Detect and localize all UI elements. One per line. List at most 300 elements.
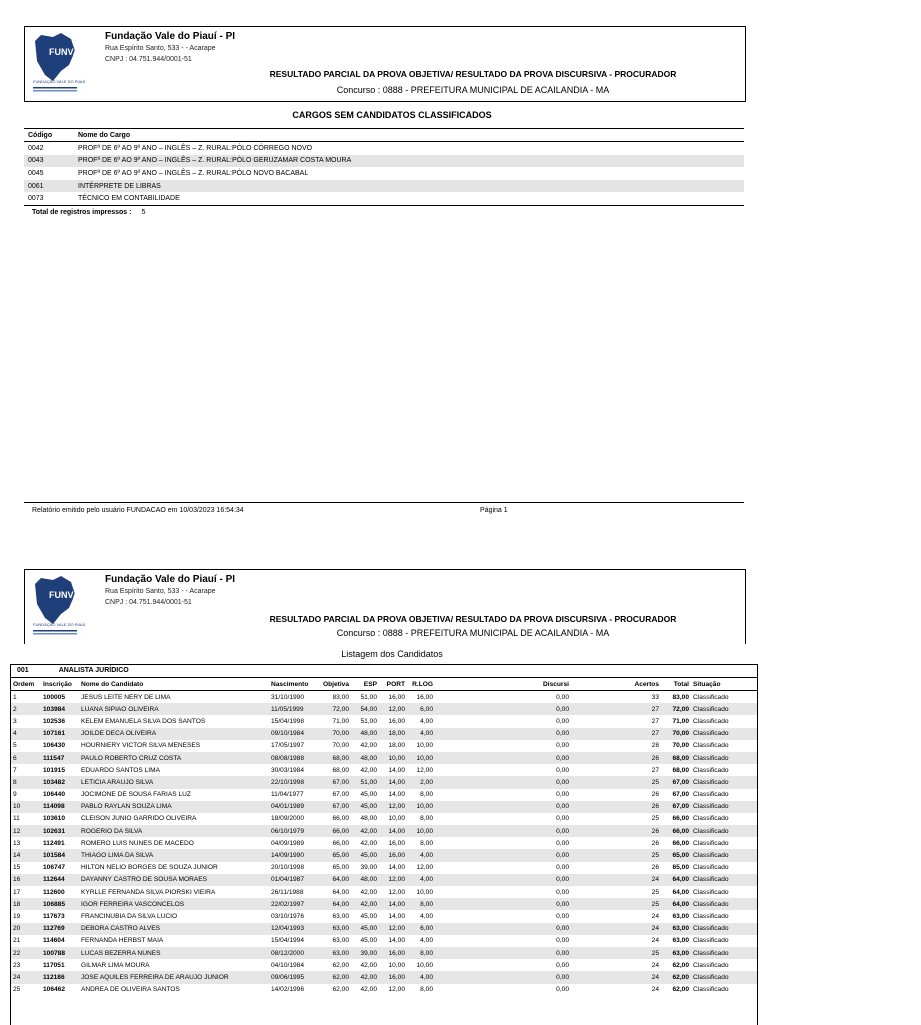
report-title: RESULTADO PARCIAL DA PROVA OBJETIVA/ RESULTADO DA PROVA DISCURSIVA - PROCURADOR xyxy=(269,69,677,79)
ordem-cell: 24 xyxy=(11,971,41,983)
candidates-box xyxy=(10,664,758,1025)
discursi-cell: 0,00 xyxy=(435,703,571,715)
port-cell: 16,00 xyxy=(388,717,405,725)
nascimento-cell: 15/04/1994 xyxy=(271,937,305,945)
total-cell: 64,00 xyxy=(661,898,691,910)
esp-cell: 45,00 xyxy=(360,791,377,799)
acertos-cell: 24 xyxy=(651,961,659,969)
org-address: Rua Espírito Santo, 533 - - Acarape xyxy=(105,588,216,595)
port-cell: 16,00 xyxy=(388,839,405,847)
cargo-code: 001 xyxy=(17,667,29,674)
discursi-cell: 0,00 xyxy=(435,923,571,935)
ordem-cell: 8 xyxy=(11,776,41,788)
nascimento-cell: 26/11/1988 xyxy=(271,888,304,896)
rlog-cell: 12,00 xyxy=(416,864,433,872)
rlog-cell: 4,00 xyxy=(420,937,433,945)
col-nascimento: Nascimento xyxy=(269,678,321,691)
acertos-cell: 28 xyxy=(651,742,659,750)
table-row xyxy=(11,874,757,886)
situacao-cell: Classificado xyxy=(691,752,757,764)
inscricao-cell: 117673 xyxy=(43,912,65,920)
acertos-cell: 25 xyxy=(571,849,661,861)
table-row xyxy=(11,801,757,813)
svg-text:FUNDAÇÃO VALE DO PIAUÍ: FUNDAÇÃO VALE DO PIAUÍ xyxy=(33,622,86,627)
acertos-cell: 25 xyxy=(571,898,661,910)
total-cell: 72,00 xyxy=(661,703,691,715)
esp-cell: 45,00 xyxy=(360,912,377,920)
org-cnpj: CNPJ : 04.751.944/0001-51 xyxy=(105,599,192,606)
esp-cell: 45,00 xyxy=(351,801,379,813)
objetiva-cell: 71,00 xyxy=(332,717,349,725)
nome-cell: FRANCINUBIA DA SILVA LUCIO xyxy=(81,912,178,920)
acertos-cell: 27 xyxy=(571,703,661,715)
rlog-cell: 8,00 xyxy=(407,898,435,910)
objetiva-cell: 66,00 xyxy=(332,839,349,847)
total-registros: Total de registros impressos : 5 xyxy=(32,209,146,216)
total-cell: 64,00 xyxy=(661,874,691,886)
discursi-cell: 0,00 xyxy=(435,728,571,740)
total-cell: 63,00 xyxy=(661,923,691,935)
port-cell: 14,00 xyxy=(379,825,407,837)
rlog-cell: 2,00 xyxy=(407,776,435,788)
concurso-label: Concurso : 0888 - PREFEITURA MUNICIPAL DE ACAILANDIA - MA xyxy=(336,85,610,95)
nome-cell: LETICIA ARAUJO SILVA xyxy=(79,776,269,788)
inscricao-cell: 107161 xyxy=(41,728,79,740)
report-title: RESULTADO PARCIAL DA PROVA OBJETIVA/ RESULTADO DA PROVA DISCURSIVA - PROCURADOR xyxy=(269,614,677,624)
total-cell: 66,00 xyxy=(672,839,689,847)
total-cell: 66,00 xyxy=(672,815,689,823)
esp-cell: 48,00 xyxy=(351,752,379,764)
cargo-cell: TÉCNICO EM CONTABILIDADE xyxy=(74,192,744,205)
rlog-cell: 6,00 xyxy=(407,923,435,935)
table-row xyxy=(11,703,757,715)
situacao-cell: Classificado xyxy=(693,791,729,799)
ordem-cell: 20 xyxy=(11,923,41,935)
situacao-cell: Classificado xyxy=(691,971,757,983)
concurso-label: Concurso : 0888 - PREFEITURA MUNICIPAL DE ACAILANDIA - MA xyxy=(336,628,610,638)
codigo-cell: 0042 xyxy=(28,144,44,152)
esp-cell: 42,00 xyxy=(360,742,377,750)
nome-cell: LUCAS BEZERRA NUNES xyxy=(79,947,269,959)
rlog-cell: 10,00 xyxy=(407,825,435,837)
nascimento-cell: 08/12/2000 xyxy=(269,947,321,959)
port-cell: 18,00 xyxy=(388,742,405,750)
total-cell: 62,00 xyxy=(672,986,689,994)
port-cell: 16,00 xyxy=(379,971,407,983)
esp-cell: 39,00 xyxy=(360,864,377,872)
table-row xyxy=(11,752,757,764)
nascimento-cell: 15/04/1998 xyxy=(271,717,305,725)
org-name: Fundação Vale do Piauí - PI xyxy=(105,574,236,585)
col-esp: ESP xyxy=(351,678,379,691)
objetiva-cell: 72,00 xyxy=(321,703,351,715)
discursi-cell: 0,00 xyxy=(556,815,569,823)
listing-title: Listagem dos Candidatos xyxy=(341,649,443,659)
nome-cell: CLEISON JUNIO GARRIDO OLIVEIRA xyxy=(81,815,197,823)
discursi-cell: 0,00 xyxy=(556,791,569,799)
acertos-cell: 27 xyxy=(651,717,659,725)
nome-cell: DEBORA CASTRO ALVES xyxy=(79,923,269,935)
situacao-cell: Classificado xyxy=(693,717,729,725)
total-cell: 62,00 xyxy=(672,961,689,969)
nascimento-cell: 11/05/1999 xyxy=(269,703,321,715)
total-cell: 67,00 xyxy=(661,776,691,788)
nome-cell: HOURNIERY VICTOR SILVA MENESES xyxy=(81,742,201,750)
rlog-cell: 4,00 xyxy=(407,971,435,983)
inscricao-cell: 100005 xyxy=(43,693,66,701)
nascimento-cell: 09/10/1984 xyxy=(269,728,321,740)
discursi-cell: 0,00 xyxy=(556,986,569,994)
table-row xyxy=(11,715,757,727)
table-row xyxy=(11,971,757,983)
situacao-cell: Classificado xyxy=(691,728,757,740)
ordem-cell: 4 xyxy=(11,728,41,740)
total-cell: 70,00 xyxy=(672,742,689,750)
inscricao-cell: 106747 xyxy=(43,864,66,872)
ordem-cell: 18 xyxy=(11,898,41,910)
discursi-cell: 0,00 xyxy=(556,912,569,920)
esp-cell: 54,00 xyxy=(351,703,379,715)
port-cell: 12,00 xyxy=(379,923,407,935)
cargo-header xyxy=(11,665,757,678)
discursi-cell: 0,00 xyxy=(435,849,571,861)
cargo-cell: PROFª DE 6º AO 9º ANO – INGLÊS – Z. RURAL:PÓLO GERUZAMAR COSTA MOURA xyxy=(74,155,744,168)
nome-cell: JESUS LEITE NERY DE LIMA xyxy=(81,693,171,701)
objetiva-cell: 63,00 xyxy=(321,947,351,959)
esp-cell: 42,00 xyxy=(360,986,377,994)
total-cell: 63,00 xyxy=(661,947,691,959)
nome-cell: JOCIMONE DE SOUSA FARIAS LUZ xyxy=(81,791,191,799)
table-row xyxy=(11,837,757,849)
inscricao-cell: 106462 xyxy=(43,986,66,994)
codigo-cell: 0061 xyxy=(24,180,74,193)
total-cell: 65,00 xyxy=(661,849,691,861)
total-cell: 66,00 xyxy=(661,825,691,837)
col-situacao: Situação xyxy=(691,678,757,691)
candidates-table xyxy=(11,678,757,996)
nome-cell: JOILDE DECA OLIVEIRA xyxy=(79,728,269,740)
table-row xyxy=(11,691,757,704)
total-cell: 70,00 xyxy=(661,728,691,740)
acertos-cell: 26 xyxy=(651,791,659,799)
situacao-cell: Classificado xyxy=(693,693,729,701)
nome-cell: JOSE AQUILES FERREIRA DE ARAUJO JUNIOR xyxy=(79,971,269,983)
nascimento-cell: 04/01/1989 xyxy=(269,801,321,813)
inscricao-cell: 106440 xyxy=(43,791,66,799)
objetiva-cell: 63,00 xyxy=(321,923,351,935)
objetiva-cell: 70,00 xyxy=(321,728,351,740)
objetiva-cell: 62,00 xyxy=(332,986,349,994)
nome-cell: THIAGO LIMA DA SILVA xyxy=(79,849,269,861)
table-row xyxy=(11,728,757,740)
inscricao-cell: 114604 xyxy=(43,937,65,945)
port-cell: 14,00 xyxy=(379,776,407,788)
nascimento-cell: 22/10/1998 xyxy=(269,776,321,788)
rlog-cell: 16,00 xyxy=(416,693,433,701)
table-header-row xyxy=(11,678,757,691)
nascimento-cell: 06/10/1979 xyxy=(269,825,321,837)
esp-cell: 45,00 xyxy=(360,937,377,945)
rlog-cell: 10,00 xyxy=(416,888,433,896)
acertos-cell: 26 xyxy=(571,825,661,837)
discursi-cell: 0,00 xyxy=(435,825,571,837)
table-row xyxy=(11,764,757,776)
rlog-cell: 4,00 xyxy=(407,728,435,740)
rlog-cell: 6,00 xyxy=(407,703,435,715)
nome-cell: FERNANDA HERBST MAIA xyxy=(81,937,164,945)
situacao-cell: Classificado xyxy=(693,912,729,920)
port-cell: 14,00 xyxy=(379,898,407,910)
ordem-cell: 10 xyxy=(11,801,41,813)
table-row xyxy=(11,776,757,788)
situacao-cell: Classificado xyxy=(691,703,757,715)
esp-cell: 51,00 xyxy=(351,776,379,788)
objetiva-cell: 63,00 xyxy=(332,912,349,920)
esp-cell: 42,00 xyxy=(360,766,377,774)
discursi-cell: 0,00 xyxy=(556,864,569,872)
table-row xyxy=(11,825,757,837)
table-row xyxy=(11,789,757,801)
cargo-cell: PROFª DE 6º AO 9º ANO – INGLÊS – Z. RURAL:PÓLO NOVO BACABAL xyxy=(78,169,309,177)
total-cell: 65,00 xyxy=(672,864,689,872)
col-ordem: Ordem xyxy=(11,678,41,691)
inscricao-cell: 102631 xyxy=(41,825,79,837)
acertos-cell: 25 xyxy=(571,776,661,788)
inscricao-cell: 103610 xyxy=(43,815,66,823)
objetiva-cell: 67,00 xyxy=(321,776,351,788)
rlog-cell: 8,00 xyxy=(420,791,433,799)
discursi-cell: 0,00 xyxy=(435,752,571,764)
acertos-cell: 27 xyxy=(651,766,659,774)
table-row xyxy=(11,886,757,898)
nascimento-cell: 04/09/1989 xyxy=(271,839,305,847)
total-cell: 63,00 xyxy=(672,912,689,920)
situacao-cell: Classificado xyxy=(693,888,729,896)
objetiva-cell: 65,00 xyxy=(321,849,351,861)
rlog-cell: 8,00 xyxy=(407,947,435,959)
nome-cell: KYRLLE FERNANDA SILVA PIORSKI VIEIRA xyxy=(81,888,216,896)
nome-cell: EDUARDO SANTOS LIMA xyxy=(81,766,161,774)
table-row xyxy=(11,935,757,947)
page2-header xyxy=(24,569,746,644)
inscricao-cell: 112600 xyxy=(43,888,65,896)
discursi-cell: 0,00 xyxy=(556,742,569,750)
col-port: PORT xyxy=(379,678,407,691)
total-cell: 64,00 xyxy=(672,888,689,896)
rlog-cell: 4,00 xyxy=(420,717,433,725)
table-row xyxy=(11,910,757,922)
situacao-cell: Classificado xyxy=(693,937,729,945)
ordem-cell: 5 xyxy=(13,742,17,750)
total-cell: 63,00 xyxy=(672,937,689,945)
esp-cell: 45,00 xyxy=(351,923,379,935)
port-cell: 18,00 xyxy=(379,728,407,740)
ordem-cell: 16 xyxy=(11,874,41,886)
ordem-cell: 11 xyxy=(13,815,20,823)
esp-cell: 42,00 xyxy=(360,888,377,896)
esp-cell: 42,00 xyxy=(351,898,379,910)
nascimento-cell: 11/04/1977 xyxy=(271,791,304,799)
nascimento-cell: 14/02/1996 xyxy=(271,986,305,994)
table-row xyxy=(11,898,757,910)
inscricao-cell: 106430 xyxy=(43,742,66,750)
total-cell: 67,00 xyxy=(661,801,691,813)
situacao-cell: Classificado xyxy=(693,742,729,750)
rlog-cell: 10,00 xyxy=(416,742,433,750)
nascimento-cell: 17/05/1997 xyxy=(271,742,305,750)
port-cell: 14,00 xyxy=(388,912,405,920)
footer-page-number: Página 1 xyxy=(480,507,508,514)
objetiva-cell: 64,00 xyxy=(321,874,351,886)
ordem-cell: 25 xyxy=(13,986,21,994)
ordem-cell: 12 xyxy=(11,825,41,837)
situacao-cell: Classificado xyxy=(691,947,757,959)
ordem-cell: 14 xyxy=(11,849,41,861)
situacao-cell: Classificado xyxy=(691,801,757,813)
ordem-cell: 9 xyxy=(13,791,17,799)
esp-cell: 51,00 xyxy=(360,717,377,725)
inscricao-cell: 112186 xyxy=(41,971,79,983)
discursi-cell: 0,00 xyxy=(435,874,571,886)
esp-cell: 48,00 xyxy=(351,874,379,886)
objetiva-cell: 64,00 xyxy=(321,898,351,910)
nome-cell: KELEM EMANUELA SILVA DOS SANTOS xyxy=(81,717,206,725)
cargo-cell: INTÉRPRETE DE LIBRAS xyxy=(74,180,744,193)
objetiva-cell: 67,00 xyxy=(332,791,349,799)
esp-cell: 48,00 xyxy=(360,815,377,823)
inscricao-cell: 102536 xyxy=(43,717,66,725)
nome-cell: GILMAR LIMA MOURA xyxy=(81,961,150,969)
total-cell: 68,00 xyxy=(672,766,689,774)
situacao-cell: Classificado xyxy=(693,766,729,774)
ordem-cell: 23 xyxy=(13,961,21,969)
objetiva-cell: 83,00 xyxy=(332,693,349,701)
esp-cell: 42,00 xyxy=(351,825,379,837)
situacao-cell: Classificado xyxy=(691,825,757,837)
objetiva-cell: 68,00 xyxy=(321,752,351,764)
total-cell: 83,00 xyxy=(672,693,689,701)
esp-cell: 48,00 xyxy=(351,728,379,740)
col-rlog: R.LOG xyxy=(407,678,435,691)
port-cell: 12,00 xyxy=(388,888,405,896)
objetiva-cell: 64,00 xyxy=(332,888,349,896)
port-cell: 16,00 xyxy=(379,849,407,861)
cargo-cell: PROFª DE 6º AO 9º ANO – INGLÊS – Z. RURAL:PÓLO CÓRREGO NOVO xyxy=(78,144,313,152)
port-cell: 14,00 xyxy=(388,937,405,945)
nascimento-cell: 31/10/1990 xyxy=(271,693,305,701)
rlog-cell: 10,00 xyxy=(407,801,435,813)
ordem-cell: 19 xyxy=(13,912,21,920)
discursi-cell: 0,00 xyxy=(556,839,569,847)
situacao-cell: Classificado xyxy=(693,815,729,823)
nascimento-cell: 08/08/1988 xyxy=(269,752,321,764)
col-acertos: Acertos xyxy=(571,678,661,691)
port-cell: 16,00 xyxy=(388,693,405,701)
discursi-cell: 0,00 xyxy=(556,888,569,896)
ordem-cell: 21 xyxy=(13,937,21,945)
total-cell: 71,00 xyxy=(672,717,689,725)
esp-cell: 45,00 xyxy=(351,849,379,861)
col-inscricao: Inscrição xyxy=(41,678,79,691)
nascimento-cell: 22/02/1997 xyxy=(269,898,321,910)
port-cell: 10,00 xyxy=(388,815,405,823)
port-cell: 12,00 xyxy=(388,986,405,994)
acertos-cell: 25 xyxy=(571,947,661,959)
nascimento-cell: 30/03/1984 xyxy=(271,766,305,774)
rlog-cell: 4,00 xyxy=(407,874,435,886)
nome-cell: ROMERO LUIS NUNES DE MACEDO xyxy=(81,839,194,847)
ordem-cell: 3 xyxy=(13,717,17,725)
total-cell: 62,00 xyxy=(661,971,691,983)
port-cell: 16,00 xyxy=(379,947,407,959)
table-row xyxy=(11,984,757,996)
acertos-cell: 26 xyxy=(571,752,661,764)
ordem-cell: 22 xyxy=(11,947,41,959)
nascimento-cell: 09/06/1995 xyxy=(269,971,321,983)
inscricao-cell: 103984 xyxy=(41,703,79,715)
cargo-name: ANALISTA JURÍDICO xyxy=(58,667,129,674)
objetiva-cell: 66,00 xyxy=(321,825,351,837)
col-total: Total xyxy=(661,678,691,691)
objetiva-cell: 62,00 xyxy=(332,961,349,969)
acertos-cell: 24 xyxy=(651,912,659,920)
objetiva-cell: 62,00 xyxy=(321,971,351,983)
objetiva-cell: 67,00 xyxy=(321,801,351,813)
svg-text:FUNVAPI: FUNVAPI xyxy=(49,47,88,57)
svg-text:FUNDAÇÃO VALE DO PIAUÍ: FUNDAÇÃO VALE DO PIAUÍ xyxy=(33,79,86,84)
ordem-cell: 7 xyxy=(13,766,17,774)
inscricao-cell: 112491 xyxy=(43,839,65,847)
table-row xyxy=(11,862,757,874)
objetiva-cell: 68,00 xyxy=(332,766,349,774)
nome-cell: LUANA SIPIAO OLIVEIRA xyxy=(79,703,269,715)
rlog-cell: 4,00 xyxy=(420,912,433,920)
footer-issued: Relatório emitido pelo usuário FUNDACAO em 10/03/2023 16:54:34 xyxy=(32,507,244,514)
ordem-cell: 1 xyxy=(13,693,17,701)
inscricao-cell: 106885 xyxy=(41,898,79,910)
acertos-cell: 27 xyxy=(571,728,661,740)
inscricao-cell: 101584 xyxy=(41,849,79,861)
port-cell: 12,00 xyxy=(379,801,407,813)
port-cell: 14,00 xyxy=(388,791,405,799)
total-value: 5 xyxy=(141,209,146,216)
situacao-cell: Classificado xyxy=(691,923,757,935)
acertos-cell: 24 xyxy=(651,986,659,994)
acertos-cell: 24 xyxy=(651,937,659,945)
situacao-cell: Classificado xyxy=(693,839,729,847)
situacao-cell: Classificado xyxy=(691,849,757,861)
col-codigo: Código xyxy=(24,129,74,142)
port-cell: 10,00 xyxy=(388,961,405,969)
nascimento-cell: 03/10/1976 xyxy=(271,912,305,920)
rlog-cell: 10,00 xyxy=(407,752,435,764)
total-cell: 67,00 xyxy=(672,791,689,799)
inscricao-cell: 114098 xyxy=(41,801,79,813)
acertos-cell: 24 xyxy=(571,971,661,983)
acertos-cell: 33 xyxy=(651,693,659,701)
ordem-cell: 17 xyxy=(13,888,21,896)
discursi-cell: 0,00 xyxy=(435,947,571,959)
acertos-cell: 26 xyxy=(651,839,659,847)
codigo-cell: 0045 xyxy=(28,169,44,177)
col-nome: Nome do Candidato xyxy=(79,678,269,691)
nome-cell: ROGERIO DA SILVA xyxy=(79,825,269,837)
table-row xyxy=(11,849,757,861)
objetiva-cell: 70,00 xyxy=(332,742,349,750)
situacao-cell: Classificado xyxy=(691,874,757,886)
objetiva-cell: 63,00 xyxy=(332,937,349,945)
nome-cell: PAULO ROBERTO CRUZ COSTA xyxy=(79,752,269,764)
